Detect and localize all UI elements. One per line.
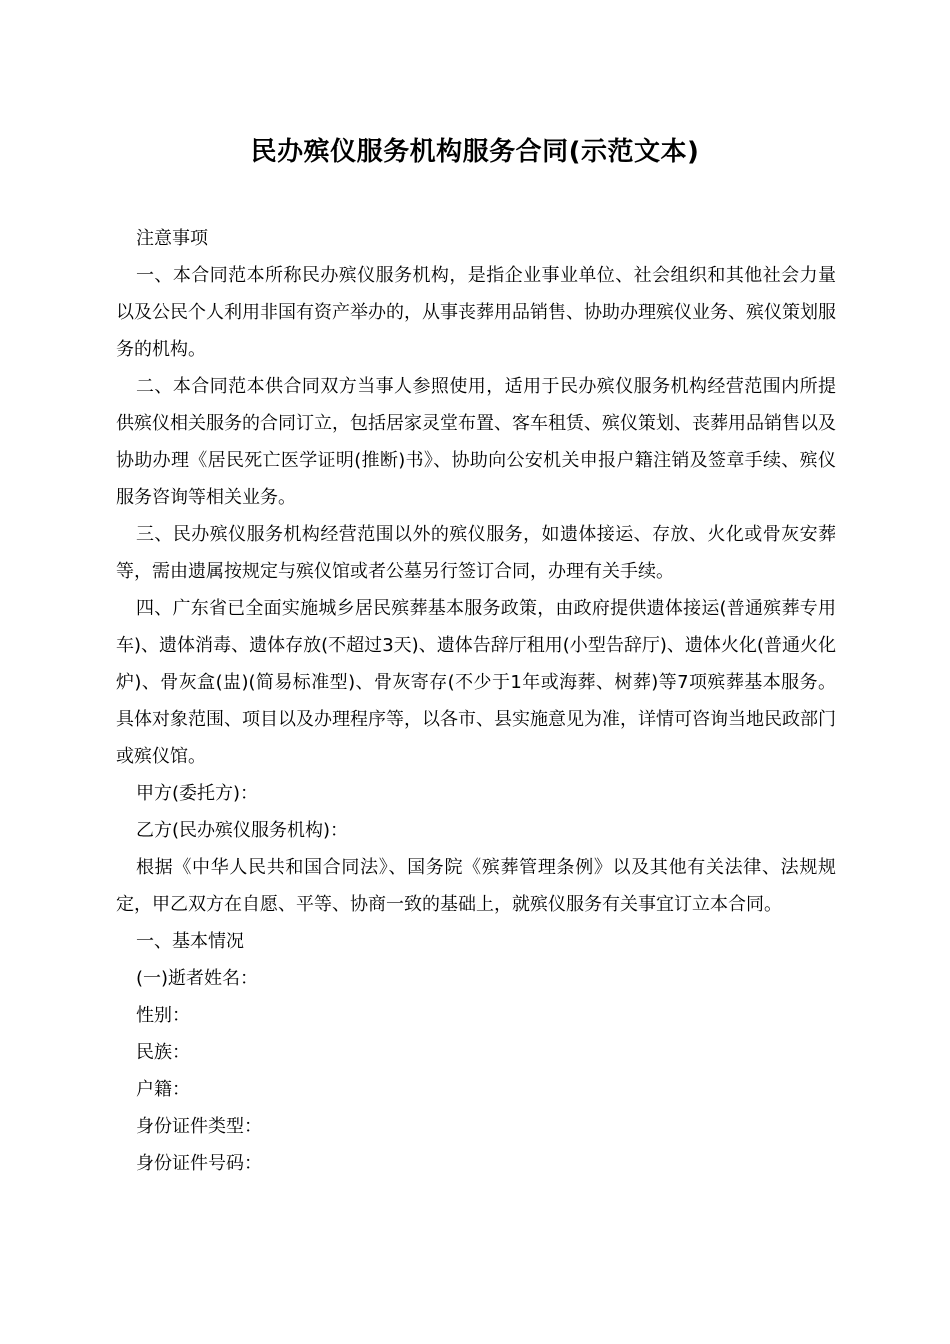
party-a-label: 甲方(委托方)： xyxy=(136,783,259,804)
party-b-label: 乙方(民办殡仪服务机构)： xyxy=(136,820,349,841)
notice-item-2: 二、本合同范本供合同双方当事人参照使用，适用于民办殡仪服务机构经营范围内所提供殡仪相关服务的合同订立，包括居家灵堂布置、客车租赁、殡仪策划、丧葬用品销售以及协助办理《居民死亡医学证明(推断)书》、协助向公安机关申报户籍注销及签章手续、殡仪服务咨询等相关业务。 xyxy=(116,376,836,508)
field-id-type: 身份证件类型： xyxy=(136,1116,262,1137)
notice-item-1: 一、本合同范本所称民办殡仪服务机构，是指企业事业单位、社会组织和其他社会力量以及公民个人利用非国有资产举办的，从事丧葬用品销售、协助办理殡仪业务、殡仪策划服务的机构。 xyxy=(116,265,836,360)
field-deceased-name: (一)逝者姓名： xyxy=(136,968,259,989)
notice-item-4: 四、广东省已全面实施城乡居民殡葬基本服务政策，由政府提供遗体接运(普通殡葬专用车)、遗体消毒、遗体存放(不超过3天)、遗体告辞厅租用(小型告辞厅)、遗体火化(普通火化炉)、骨灰盒(盅)(简易标准型)、骨灰寄存(不少于1年或海葬、树葬)等7项殡葬基本服务。具体对象范围、项目以及办理程序等，以各市、县实施意见为准，详情可咨询当地民政部门或殡仪馆。 xyxy=(116,598,836,767)
notice-item-3: 三、民办殡仪服务机构经营范围以外的殡仪服务，如遗体接运、存放、火化或骨灰安葬等，需由遗属按规定与殡仪馆或者公墓另行签订合同，办理有关手续。 xyxy=(116,524,836,582)
field-household-registration: 户籍： xyxy=(136,1079,190,1100)
field-gender: 性别： xyxy=(136,1005,190,1026)
notice-heading: 注意事项 xyxy=(136,228,208,249)
section-heading-basic-info: 一、基本情况 xyxy=(136,931,244,952)
field-ethnicity: 民族： xyxy=(136,1042,190,1063)
document-title: 民办殡仪服务机构服务合同(示范文本) xyxy=(250,137,700,167)
field-id-number: 身份证件号码： xyxy=(136,1153,262,1174)
document-body xyxy=(116,220,836,1182)
preamble-paragraph: 根据《中华人民共和国合同法》、国务院《殡葬管理条例》以及其他有关法律、法规规定，甲乙双方在自愿、平等、协商一致的基础上，就殡仪服务有关事宜订立本合同。 xyxy=(116,857,836,915)
